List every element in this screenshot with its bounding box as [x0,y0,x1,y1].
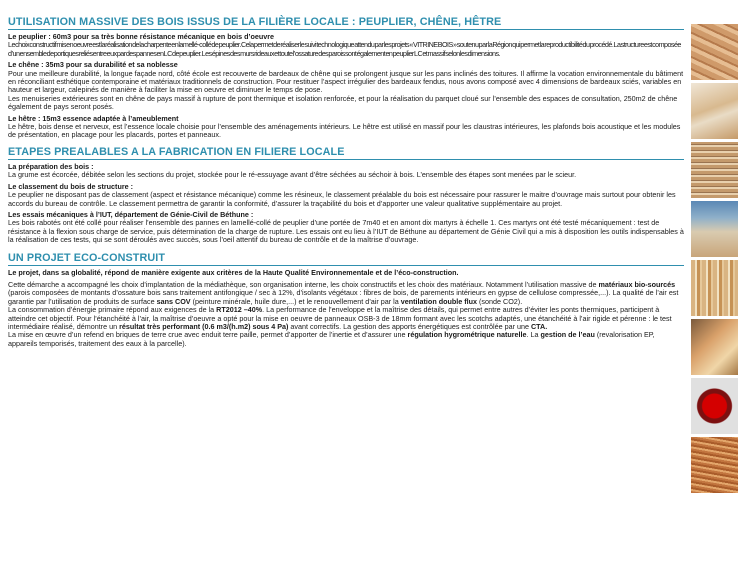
emphasis-ventilation: ventilation double flux [400,296,478,306]
emphasis-rt2012: RT2012 –40% [216,305,263,315]
section-etapes-prealables [8,146,684,245]
text-essais: Les bois rabotés ont été collé pour réaliser l’ensemble des pannes en lamellé-collé de peuplier d’une portée de 7m40 et en amont dix martyrs à échelle 1. Ces martyrs ont été testé mécaniquement : test de résistance à la flexion sous charge de service, puis détermination de la charge de rupture. Les essais ont eu lieu à l’IUT de Béthune au département de Génie Civil qui a mis à disposition les outils indispensables à la réalisation de ces tests, qui se sont déroulés avec succès, sous l’oeil attentif du bureau de contrôle et de la maîtrise d’ouvrage. [8,218,684,245]
text-chene: Pour une meilleure durabilité, la longue façade nord, côté école est recouverte de bardeaux de chêne qui se prolongent jusque sur les pans inclinés des toitures. Il affirme la vocation environnementale du bâtiment en réconciliant esthétique contemporaine et matériaux traditionnels de construction. Pour restituer l’aspect irrégulier des bardeaux fendus, nous avons composé avec 4 dimensions de bardeaux sciés, variables en hauteur et largeur, calepinés de manière à faciliter la mise en oeuvre et diminuer le temps de pose. [8,68,684,95]
photo-lamelle-colle [691,24,738,80]
text-peuplier: Le choix constructif mis en oeuvre est la réalisation de la charpente en lamellé-collé de peuplier. Cela permet de réaliser le suivi technologique attendu par les projets « VITRINE BOIS » soutenu par la Région qui permet la reproductibilité du procédé. La structure est composée d’un ensemble de portiques reliés entre eux par des pannes en LC de peuplier. Les épines des murs rideaux et toute l’ossature des parois sont également en peuplier LC et massif selon les dimensions. [8,40,681,58]
text-run: La mise en œuvre d’un refend en briques de terre crue avec enduit terre paille, permet d’apporter de l’inertie et d’assurer une [8,330,408,340]
eco-paragraph-energie [8,306,684,331]
subtitle-classement: Le classement du bois de structure : [8,181,134,191]
photo-test-etancheite [691,378,738,434]
subtitle-hetre: Le hêtre : 15m3 essence adaptée à l’ameublement [8,113,179,123]
document-content [8,0,684,348]
subtitle-essais: Les essais mécaniques à l’IUT, département de Génie-Civil de Béthune : [8,209,254,219]
section-eco-construit [8,252,684,349]
text-run: avant correctifs. La gestion des apports énergétiques est contrôlée par une [288,321,531,331]
text-run: (parois composées de montants d’ossature bois sans traitement antifongique / sec à 12%, d’isolants végétaux : fibres de bois, de parements intérieurs en gypse de cellulose compressée,...). La qualité de l’air est garantie par l’utilisation de produits de surface [8,288,679,306]
text-preparation: La grume est écorcée, débitée selon les sections du projet, stockée pour le ré-essuyage avant d’être séchées au séchoir à bois. L’ensemble des étapes sont menées par le scieur. [8,170,577,180]
emphasis-regulation: régulation hygrométrique naturelle [407,330,527,340]
section-title: ETAPES PREALABLES A LA FABRICATION EN FILIERE LOCALE [8,146,684,160]
eco-paragraph-refend [8,331,684,348]
photo-column [691,24,738,496]
text-chene-menuiseries: Les menuiseries extérieures sont en chêne de pays massif à rupture de pont thermique et isolation renforcée, et pour la réalisation du parquet cloué sur l’ensemble des espaces de consultation, 250m2 de chêne également de pays seront posés. [8,93,678,112]
text-run: (sonde CO2). [477,296,523,306]
photo-bardeaux-chene [691,83,738,139]
text-run: . La performance de l’enveloppe et la maîtrise des détails, qui permet entre autres d’éviter les ponts thermiques, participent à atteindre cet objectif. Pour l’étanchéité à l’air, la maîtrise d’oeuvre a opté pour la mise en oeuvre de panneaux OSB-3 de 18mm formant avec les scotchs adaptés, une étanchéité à l’air rigide et pérenne : le test intermédiaire réalisé, démontre un [8,305,672,331]
section-bois-filiere-locale [8,16,684,140]
text-run: (peinture minérale, huile dure,...) et le renouvellement d’air par la [190,296,401,306]
photo-classement-bois [691,260,738,316]
text-run: . La [526,330,541,340]
text-run: (revalorisation EP, appareils temporisés, traitement des eaux à la parcelle). [8,330,655,348]
text-run: Cette démarche a accompagné les choix d’implantation de la médiathèque, son organisation interne, les choix constructifs et les choix des matériaux. Notamment l’utilisation massive de [8,279,599,289]
subtitle-peuplier: Le peuplier : 60m3 pour sa très bonne résistance mécanique en bois d’oeuvre [8,32,275,41]
section-title: UN PROJET ECO-CONSTRUIT [8,252,684,266]
section-title: UTILISATION MASSIVE DES BOIS ISSUS DE LA FILIÈRE LOCALE : PEUPLIER, CHÊNE, HÊTRE [8,16,684,30]
photo-fibre-bois [691,437,738,493]
eco-paragraph [8,281,684,306]
emphasis-cta: CTA. [530,321,548,331]
emphasis-gestion-eau: gestion de l’eau [540,330,595,340]
subtitle-preparation: La préparation des bois : [8,161,94,171]
text-classement: Le peuplier ne disposant pas de classement (aspect et résistance mécanique) comme les résineux, le classement préalable du bois est nécessaire pour rassurer le maitre d’ouvrage mais surtout pour obtenir les accords du bureau de contrôle. Le classement permettra de garantir la conformité, d’assurer la traçabilité du bois et d’apporter une valeur qualitative supplémentaire au projet. [8,190,676,208]
subtitle-chene: Le chêne : 35m3 pour sa durabilité et sa noblesse [8,60,178,70]
photo-sechoir-bois [691,201,738,257]
emphasis-biosources: matériaux bio-sourcés [598,279,676,289]
photo-essais-iut [691,319,738,375]
text-hetre: Le hêtre, bois dense et nerveux, est l’essence locale choisie pour l’ensemble des aménagements intérieurs. Le hêtre est utilisé en massif pour les claustras intérieures, les plafonds bois acoustique et les modules de présentation, en placage pour les placards, portes et panneaux. [8,122,681,140]
text-run: La consommation d’énergie primaire répond aux exigences de la [8,305,217,315]
photo-plafond-hetre [691,142,738,198]
emphasis-sans-cov: sans COV [156,296,191,306]
emphasis-resultat: résultat très performant (0.6 m3/(h.m2) sous 4 Pa) [119,321,289,331]
lead-text: Le projet, dans sa globalité, répond de manière exigente aux critères de la Haute Qualité Environnementale et de l’éco-construction. [8,267,459,277]
